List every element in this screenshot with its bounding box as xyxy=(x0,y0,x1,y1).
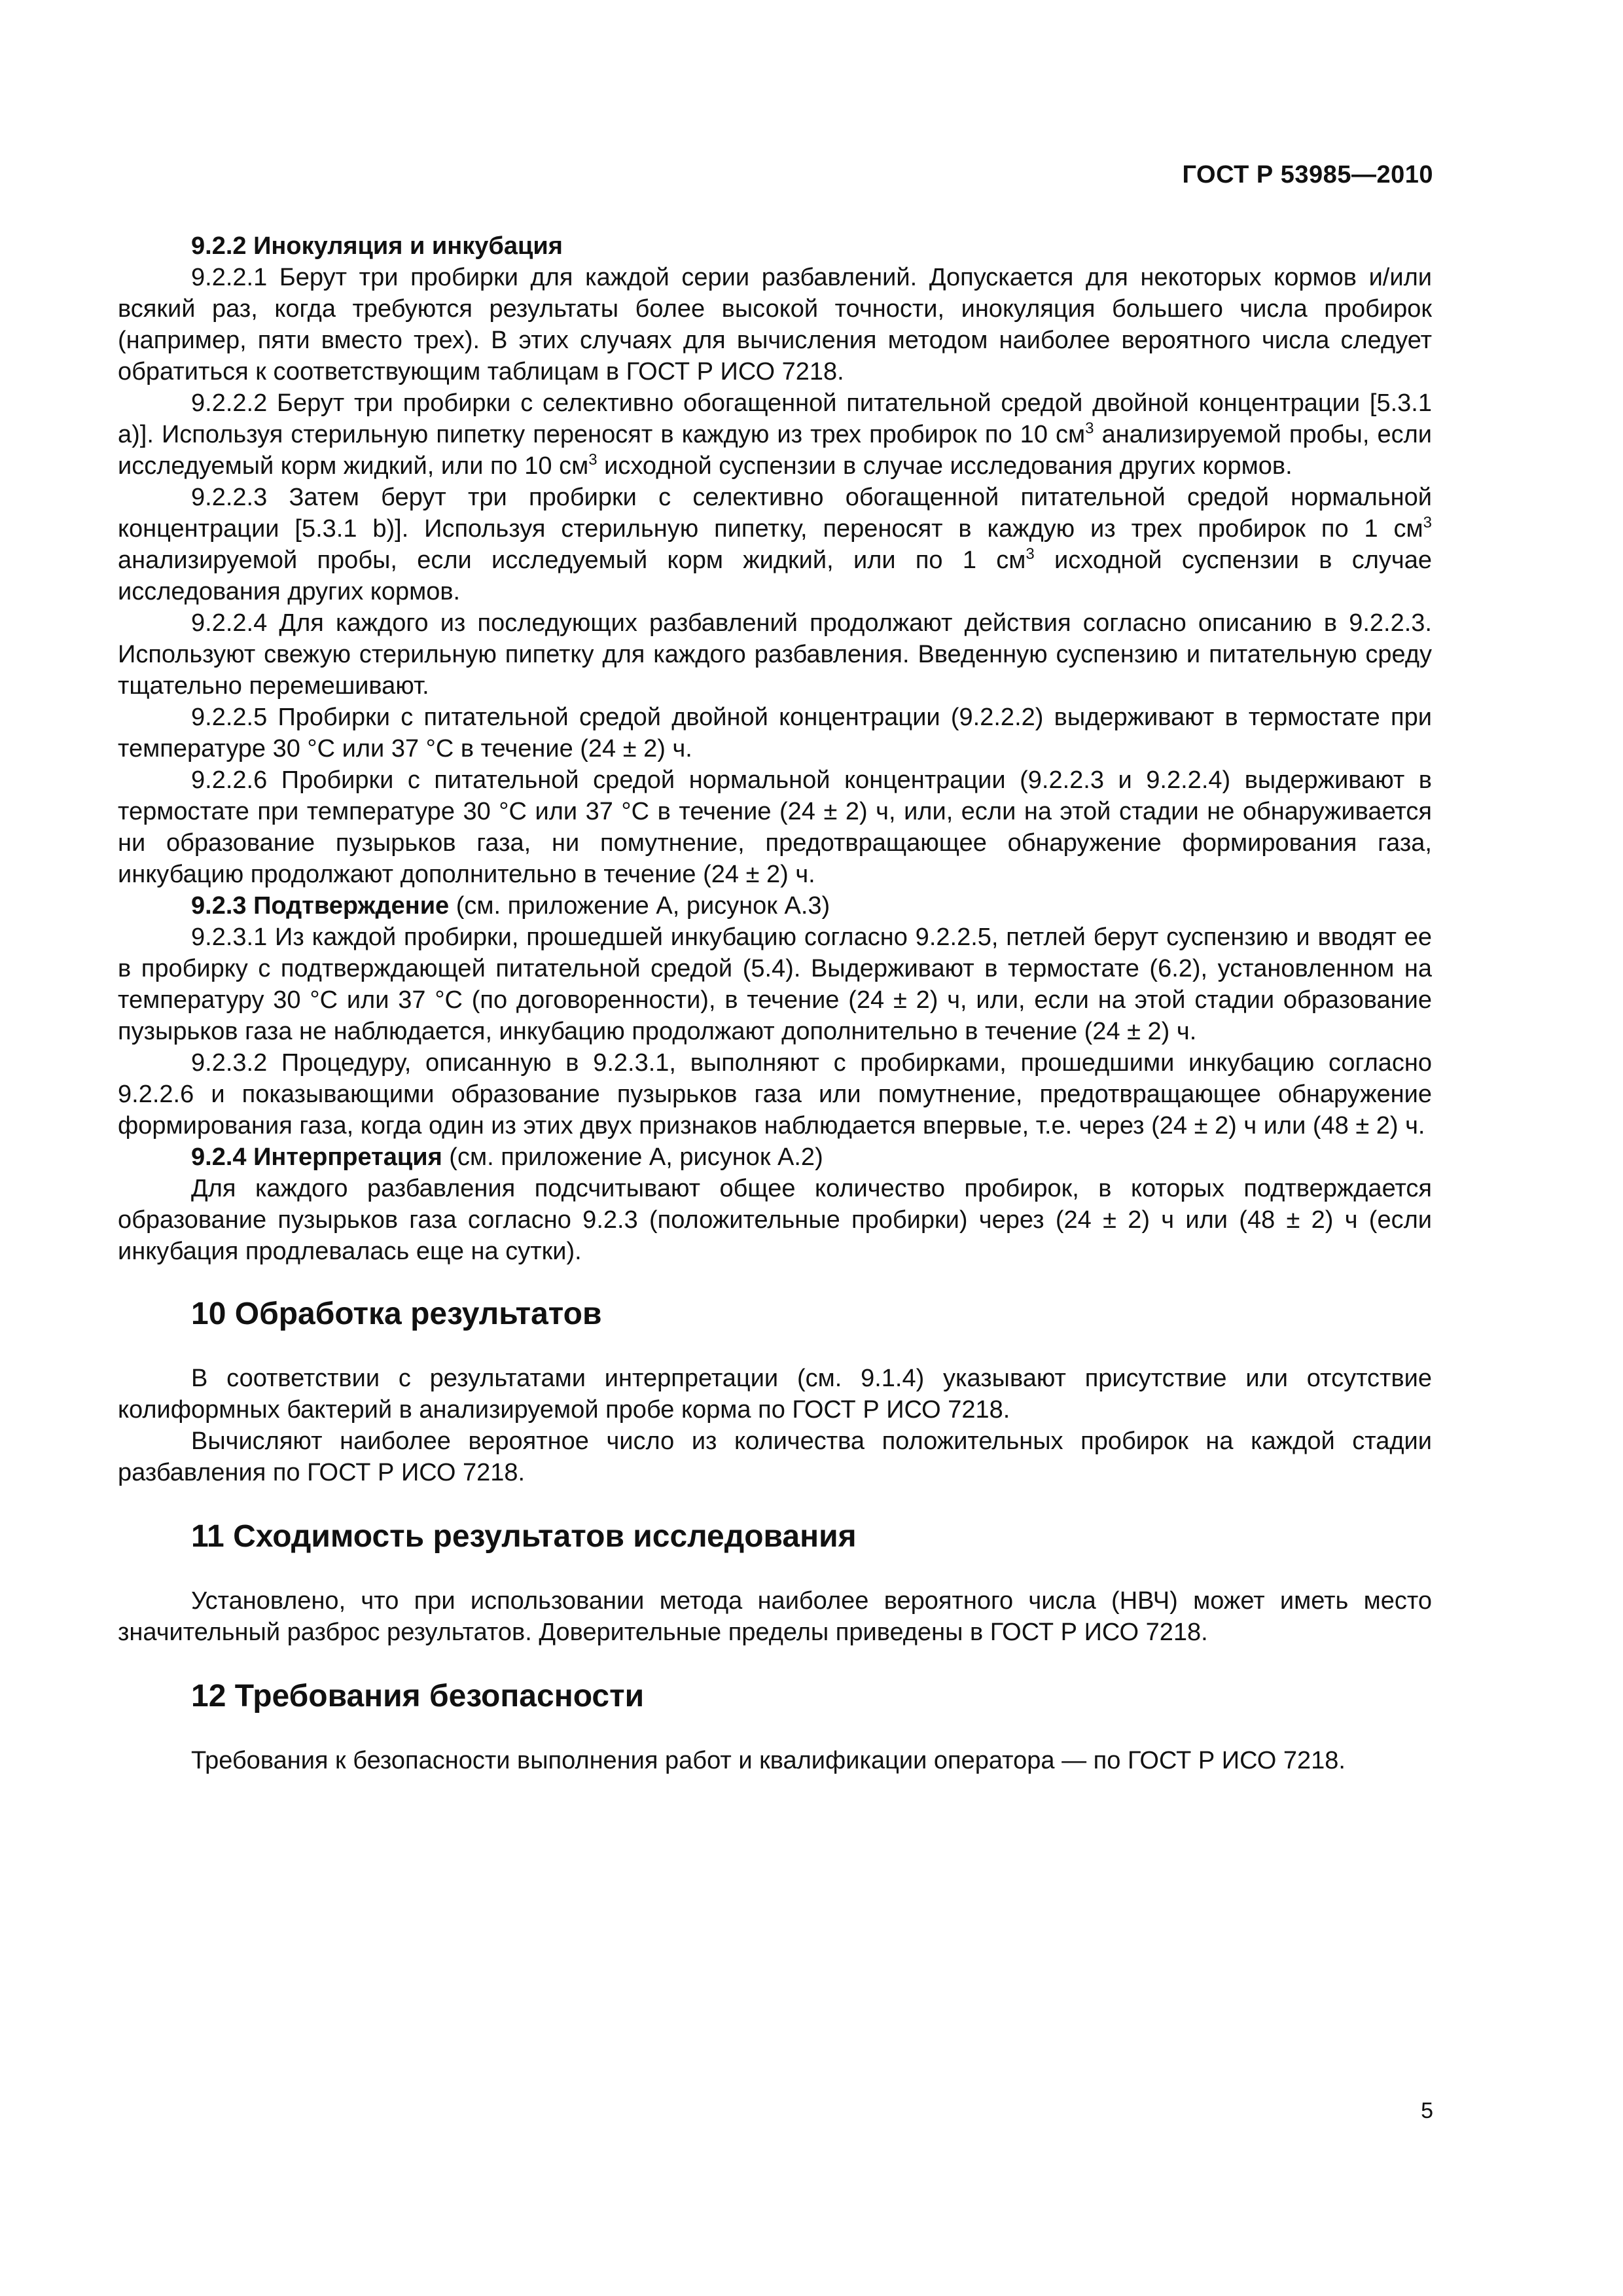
paragraph-9-2-2-3 xyxy=(118,482,1432,607)
subsection-title: Интерпретация xyxy=(253,1143,442,1171)
subsection-number: 9.2.3 xyxy=(191,892,247,920)
spacer xyxy=(247,892,254,920)
superscript: 3 xyxy=(588,451,597,469)
subsection-reference: (см. приложение А, рисунок А.3) xyxy=(449,892,830,920)
superscript: 3 xyxy=(1085,420,1094,437)
spacer xyxy=(247,232,254,260)
paragraph-10-2: Вычисляют наиболее вероятное число из количества положительных пробирок на каждой стадии разбавления по ГОСТ Р ИСО 7218. xyxy=(118,1427,1432,1486)
section-heading-12: 12 Требования безопасности xyxy=(191,1679,645,1713)
subsection-heading-9-2-2 xyxy=(118,230,1432,262)
paragraph-9-2-2-1: 9.2.2.1 Берут три пробирки для каждой серии разбавлений. Допускается для некоторых кормов и/или всякий раз, когда требуются результаты более высокой точности, инокуляция большего числа пробирок (например, пяти вместо трех). В этих случаях для вычисления методом наиболее вероятного числа следует обратиться к соответствующим таблицам в ГОСТ Р ИСО 7218. xyxy=(118,264,1432,386)
paragraph-text: 9.2.2.3 Затем берут три пробирки с селективно обогащенной питательной средой нормальной концентрации [5.3.1 b)]. Используя стерильную пипетку, переносят в каждую из трех пробирок по 1 см xyxy=(118,484,1432,543)
subsection-title: Подтверждение xyxy=(253,892,450,920)
superscript: 3 xyxy=(1423,514,1432,531)
paragraph-12-1: Требования к безопасности выполнения работ и квалификации оператора — по ГОСТ Р ИСО 7218. xyxy=(191,1747,1346,1774)
paragraph-9-2-2-2 xyxy=(118,387,1432,482)
paragraph-text: анализируемой пробы, если исследуемый корм жидкий, или по 10 см xyxy=(118,421,1433,480)
paragraph-10-1: В соответствии с результатами интерпретации (см. 9.1.4) указывают присутствие или отсутствие колиформных бактерий в анализируемой пробе корма по ГОСТ Р ИСО 7218. xyxy=(118,1365,1432,1424)
document-code: ГОСТ Р 53985—2010 xyxy=(1182,161,1433,188)
paragraph-9-2-3-2: 9.2.3.2 Процедуру, описанную в 9.2.3.1, выполняют с пробирками, прошедшими инкубацию согласно 9.2.2.6 и показывающими образование пузырьков газа или помутнение, предотвращающее обнаружение формирования газа, когда один из этих двух признаков наблюдается впервые, т.е. через (24 ± 2) ч или (48 ± 2) ч. xyxy=(118,1049,1432,1139)
subsection-heading-9-2-4 xyxy=(118,1141,1432,1173)
paragraph-9-2-2-6: 9.2.2.6 Пробирки с питательной средой нормальной концентрации (9.2.2.3 и 9.2.2.4) выдерживают в термостате при температуре 30 °С или 37 °С в течение (24 ± 2) ч, или, если на этой стадии не обнаруживается ни образование пузырьков газа, ни помутнение, предотвращающее обнаружение формирования газа, инкубацию продолжают дополнительно в течение (24 ± 2) ч. xyxy=(118,766,1432,888)
paragraph-text: исходной суспензии в случае исследования других кормов. xyxy=(597,452,1293,480)
section-heading-11: 11 Сходимость результатов исследования xyxy=(191,1519,857,1554)
subsection-number: 9.2.2 xyxy=(191,232,247,260)
section-heading-10: 10 Обработка результатов xyxy=(191,1297,602,1331)
spacer xyxy=(247,1143,254,1171)
paragraph-11-1: Установлено, что при использовании метода наиболее вероятного числа (НВЧ) может иметь место значительный разброс результатов. Доверительные пределы приведены в ГОСТ Р ИСО 7218. xyxy=(118,1587,1432,1646)
superscript: 3 xyxy=(1026,545,1035,563)
paragraph-text: анализируемой пробы, если исследуемый корм жидкий, или по 1 см xyxy=(118,547,1026,574)
paragraph-text: исходной суспензии в случае исследования других кормов. xyxy=(118,547,1432,605)
paragraph-9-2-2-4: 9.2.2.4 Для каждого из последующих разбавлений продолжают действия согласно описанию в 9.2.2.3. Используют свежую стерильную пипетку для каждого разбавления. Введенную суспензию и питательную среду тщательно перемешивают. xyxy=(118,609,1432,700)
paragraph-9-2-2-5: 9.2.2.5 Пробирки с питательной средой двойной концентрации (9.2.2.2) выдерживают в термостате при температуре 30 °С или 37 °С в течение (24 ± 2) ч. xyxy=(118,704,1432,762)
paragraph-9-2-3-1: 9.2.3.1 Из каждой пробирки, прошедшей инкубацию согласно 9.2.2.5, петлей берут суспензию и вводят ее в пробирку с подтверждающей питательной средой (5.4). Выдерживают в термостате (6.2), установленном на температуру 30 °С или 37 °С (по договоренности), в течение (24 ± 2) ч, или, если на этой стадии образование пузырьков газа не наблюдается, инкубацию продолжают дополнительно в течение (24 ± 2) ч. xyxy=(118,924,1432,1045)
paragraph-9-2-4: Для каждого разбавления подсчитывают общее количество пробирок, в которых подтверждается образование пузырьков газа согласно 9.2.3 (положительные пробирки) через (24 ± 2) ч или (48 ± 2) ч (если инкубация продлевалась еще на сутки). xyxy=(118,1175,1432,1265)
page-number: 5 xyxy=(1421,2098,1433,2123)
subsection-heading-9-2-3 xyxy=(118,890,1432,922)
document-body xyxy=(118,230,1432,1776)
paragraph-text: 9.2.2.2 Берут три пробирки с селективно обогащенной питательной средой двойной концентрации [5.3.1 а)]. Используя стерильную пипетку переносят в каждую из трех пробирок по 10 см xyxy=(118,389,1432,448)
subsection-title: Инокуляция и инкубация xyxy=(253,232,563,260)
subsection-number: 9.2.4 xyxy=(191,1143,247,1171)
subsection-reference: (см. приложение А, рисунок А.2) xyxy=(442,1143,823,1171)
